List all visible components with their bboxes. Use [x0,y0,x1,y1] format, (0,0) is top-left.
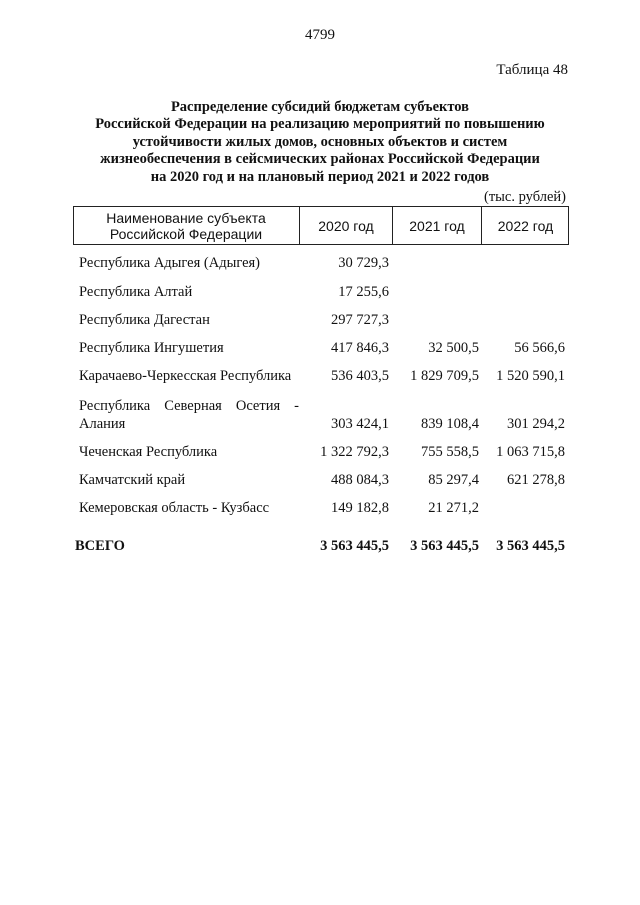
row-value-2021: 1 829 709,5 [410,368,479,384]
row-value-2022: 1 520 590,1 [496,368,565,384]
header-name-line: Наименование субъекта [106,209,266,226]
document-title [60,99,580,186]
row-subject-name: Республика Северная Осетия - Алания [79,398,299,432]
header-name-line: Российской Федерации [109,225,263,242]
row-value-2022: 621 278,8 [507,472,565,488]
row-value-2022: 301 294,2 [507,416,565,432]
table-row [0,277,640,305]
table-body [0,248,640,561]
row-subject-name: Республика Ингушетия [79,340,224,356]
total-row [0,531,640,561]
row-subject-name: Республика Дагестан [79,312,210,328]
row-value-2022: 1 063 715,8 [496,444,565,460]
row-value-2022: 56 566,6 [514,340,565,356]
row-value-2020: 30 729,3 [338,255,389,271]
table-row [0,493,640,531]
row-value-2021: 755 558,5 [421,444,479,460]
row-subject-name: Карачаево-Черкесская Республика [79,368,292,384]
title-line: устойчивости жилых домов, основных объектов и систем [132,133,508,150]
table-row [0,437,640,465]
row-subject-name: Республика Алтай [79,284,193,300]
title-line: Распределение субсидий бюджетам субъектов [170,99,470,115]
row-value-2020: 17 255,6 [338,284,389,300]
row-value-2021: 85 297,4 [428,472,479,488]
table-row [0,333,640,361]
row-value-2020: 536 403,5 [331,368,389,384]
header-2020: 2020 год [299,207,392,244]
table-row [0,390,640,437]
header-2021: 2021 год [392,207,481,244]
total-label: ВСЕГО [75,538,125,554]
table-number: Таблица 48 [496,62,568,78]
header-2022: 2022 год [481,207,569,244]
title-line: Российской Федерации на реализацию мероприятий по повышению [95,116,545,133]
page-number: 4799 [305,27,335,43]
row-subject-name: Республика Адыгея (Адыгея) [79,255,261,271]
header-subject-name [74,207,298,244]
row-subject-name: Камчатский край [79,472,186,488]
table-row [0,248,640,277]
units-label: (тыс. рублей) [484,189,566,205]
row-value-2020: 417 846,3 [331,340,389,356]
row-subject-name: Кемеровская область - Кузбасс [79,500,270,516]
row-value-2021: 839 108,4 [421,416,479,432]
table-header [73,206,569,245]
row-value-2021: 32 500,5 [428,340,479,356]
row-value-2020: 303 424,1 [331,416,389,432]
row-value-2020: 1 322 792,3 [320,444,389,460]
row-value-2020: 149 182,8 [331,500,389,516]
row-value-2020: 297 727,3 [331,312,389,328]
table-row [0,465,640,493]
title-line: на 2020 год и на плановый период 2021 и 2022 годов [150,168,490,185]
row-value-2020: 488 084,3 [331,472,389,488]
total-value-2022: 3 563 445,5 [496,538,565,554]
row-subject-name: Чеченская Республика [79,444,218,460]
row-value-2021: 21 271,2 [428,500,479,516]
table-row [0,361,640,390]
title-line: жизнеобеспечения в сейсмических районах Российской Федерации [100,151,540,168]
table-row [0,305,640,333]
total-value-2020: 3 563 445,5 [320,538,389,554]
total-value-2021: 3 563 445,5 [410,538,479,554]
